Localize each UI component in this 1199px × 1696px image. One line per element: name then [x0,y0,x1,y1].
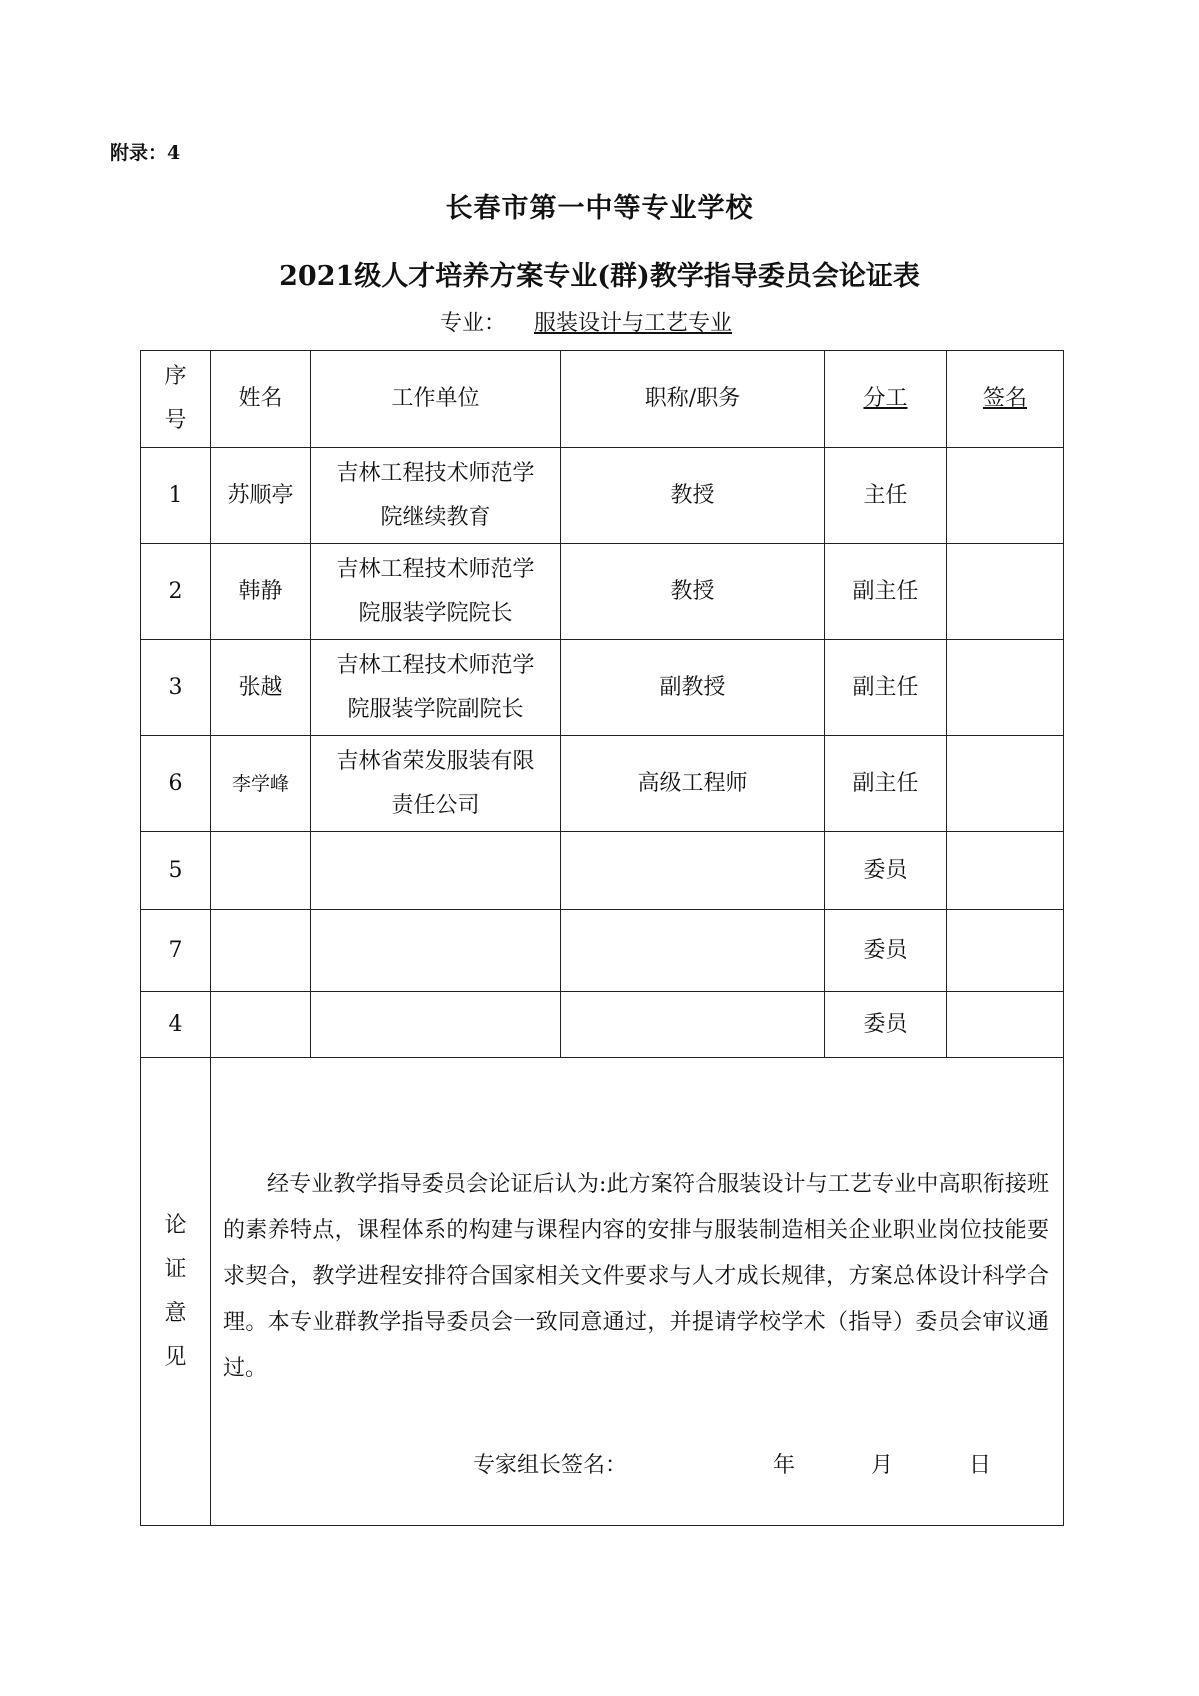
table-row [141,640,1064,736]
cell-role: 委员 [825,832,947,910]
table-row [141,448,1064,544]
cell-name: 韩静 [211,544,311,640]
major-line [440,306,736,337]
cell-signature [947,544,1064,640]
opinion-label-char: 论 [164,1212,187,1238]
cell-unit-line1: 吉林工程技术师范学 [336,652,535,678]
cell-title [561,992,825,1058]
cell-unit-line1: 吉林工程技术师范学 [336,556,535,582]
cell-title [561,910,825,992]
cell-unit-line1: 吉林工程技术师范学 [336,460,535,486]
major-label: 专业： [440,311,507,336]
table-header-row [141,351,1064,448]
cell-seq: 7 [141,910,211,992]
cell-title: 高级工程师 [561,736,825,832]
cell-name: 苏顺亭 [211,448,311,544]
cell-name [211,992,311,1058]
cell-role: 主任 [825,448,947,544]
day-label: 日 [969,1453,992,1478]
header-signature: 签名 [947,351,1064,448]
cell-seq: 6 [141,736,211,832]
cell-role: 副主任 [825,544,947,640]
opinion-cell [211,1058,1064,1526]
cell-signature [947,448,1064,544]
header-title: 职称/职务 [561,351,825,448]
opinion-row [141,1058,1064,1526]
header-unit: 工作单位 [311,351,561,448]
cell-role: 委员 [825,992,947,1058]
cell-seq: 1 [141,448,211,544]
table-row [141,992,1064,1058]
opinion-label-char: 见 [164,1344,187,1370]
cell-role: 副主任 [825,640,947,736]
cell-signature [947,736,1064,832]
cell-unit-line1: 吉林省荣发服装有限 [336,748,535,774]
cell-role: 委员 [825,910,947,992]
appendix-label: 附录：4 [110,142,181,164]
table-row [141,910,1064,992]
cell-unit [311,910,561,992]
cell-role: 副主任 [825,736,947,832]
signer-label: 专家组长签名： [473,1453,628,1478]
header-seq [141,351,211,448]
cell-title: 教授 [561,448,825,544]
opinion-label-char: 证 [164,1256,187,1282]
opinion-label-char: 意 [164,1300,187,1326]
table-row [141,544,1064,640]
cell-title: 教授 [561,544,825,640]
cell-unit [311,448,561,544]
cell-signature [947,910,1064,992]
header-name: 姓名 [211,351,311,448]
cell-signature [947,640,1064,736]
cell-name [211,910,311,992]
cell-unit [311,544,561,640]
cell-title: 副教授 [561,640,825,736]
cell-title [561,832,825,910]
table-row [141,736,1064,832]
cell-unit-line2: 院服装学院院长 [358,600,513,626]
cell-seq: 4 [141,992,211,1058]
cell-unit-line2: 院继续教育 [380,504,491,530]
cell-name: 张越 [211,640,311,736]
month-label: 月 [871,1453,894,1478]
cell-seq: 5 [141,832,211,910]
cell-unit-line2: 责任公司 [391,792,480,818]
cell-unit-line2: 院服装学院副院长 [347,696,524,722]
cell-seq: 3 [141,640,211,736]
cell-unit [311,832,561,910]
cell-unit [311,640,561,736]
cell-seq: 2 [141,544,211,640]
opinion-label [141,1058,211,1526]
cell-unit [311,736,561,832]
page-title: 长春市第一中等专业学校 [445,193,754,224]
header-seq-line1: 序 [164,364,187,389]
header-seq-line2: 号 [164,408,187,433]
signature-line [473,1444,991,1488]
cell-unit [311,992,561,1058]
opinion-text: 经专业教学指导委员会论证后认为:此方案符合服装设计与工艺专业中高职衔接班的素养特点，课程体系的构建与课程内容的安排与服装制造相关企业职业岗位技能要求契合，教学进程安排符合国家相关文件要求与人才成长规律，方案总体设计科学合理。本专业群教学指导委员会一致同意通过，并提请学校学术（指导）委员会审议通过。 [223,1172,1049,1381]
committee-table [140,350,1064,1526]
cell-signature [947,832,1064,910]
page-subtitle: 2021级人才培养方案专业(群)教学指导委员会论证表 [279,261,920,292]
cell-name [211,832,311,910]
table-row [141,832,1064,910]
major-value: 服装设计与工艺专业 [534,311,733,336]
cell-signature [947,992,1064,1058]
year-label: 年 [773,1453,796,1478]
cell-name: 李学峰 [211,736,311,832]
header-role: 分工 [825,351,947,448]
